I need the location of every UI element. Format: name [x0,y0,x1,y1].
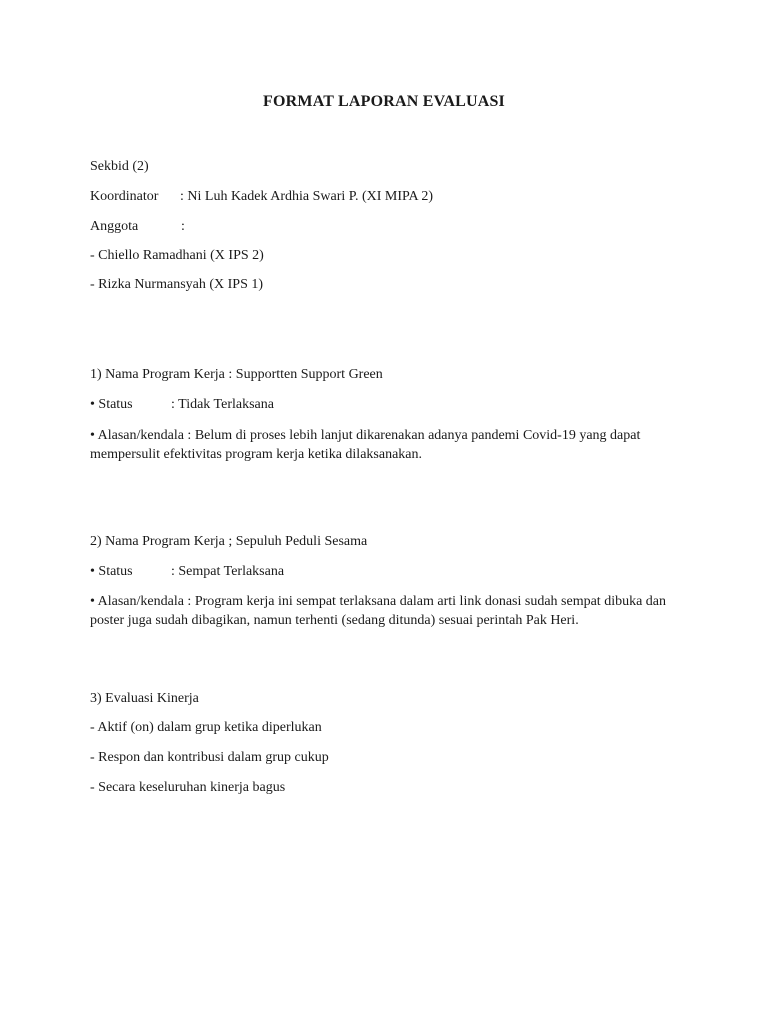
koordinator-label: Koordinator [90,189,159,204]
document-title: FORMAT LAPORAN EVALUASI [263,93,505,110]
evaluasi-item: - Secara keseluruhan kinerja bagus [90,780,286,795]
program1-heading: 1) Nama Program Kerja : Supportten Support Green [90,367,383,382]
evaluasi-item: - Respon dan kontribusi dalam grup cukup [90,750,329,765]
program1-status-line [90,396,274,414]
sekbid-line: Sekbid (2) [90,159,149,174]
program2-reason: • Alasan/kendala : Program kerja ini sempat terlaksana dalam arti link donasi sudah sempat dibuka dan poster juga sudah dibagikan, namun terhenti (sedang ditunda) sesuai perintah Pak Heri. [90,594,667,628]
koordinator-value: : Ni Luh Kadek Ardhia Swari P. (XI MIPA 2) [180,189,434,204]
evaluasi-heading: 3) Evaluasi Kinerja [90,691,199,706]
anggota-label: Anggota [90,219,139,234]
member-item: - Chiello Ramadhani (X IPS 2) [90,248,264,263]
koordinator-line [90,188,433,206]
member-item: - Rizka Nurmansyah (X IPS 1) [90,277,264,292]
program2-status-label: • Status [90,564,133,579]
anggota-value: : [181,219,185,234]
program2-status-value: : Sempat Terlaksana [171,564,285,579]
program2-status-line [90,563,284,581]
evaluasi-item: - Aktif (on) dalam grup ketika diperlukan [90,720,322,735]
program1-status-label: • Status [90,397,133,412]
anggota-line [90,218,185,236]
program1-status-value: : Tidak Terlaksana [171,397,274,412]
program2-heading: 2) Nama Program Kerja ; Sepuluh Peduli Sesama [90,534,368,549]
program1-reason: • Alasan/kendala : Belum di proses lebih lanjut dikarenakan adanya pandemi Covid-19 yang dapat mempersulit efektivitas program kerja ketika dilaksanakan. [90,428,641,462]
